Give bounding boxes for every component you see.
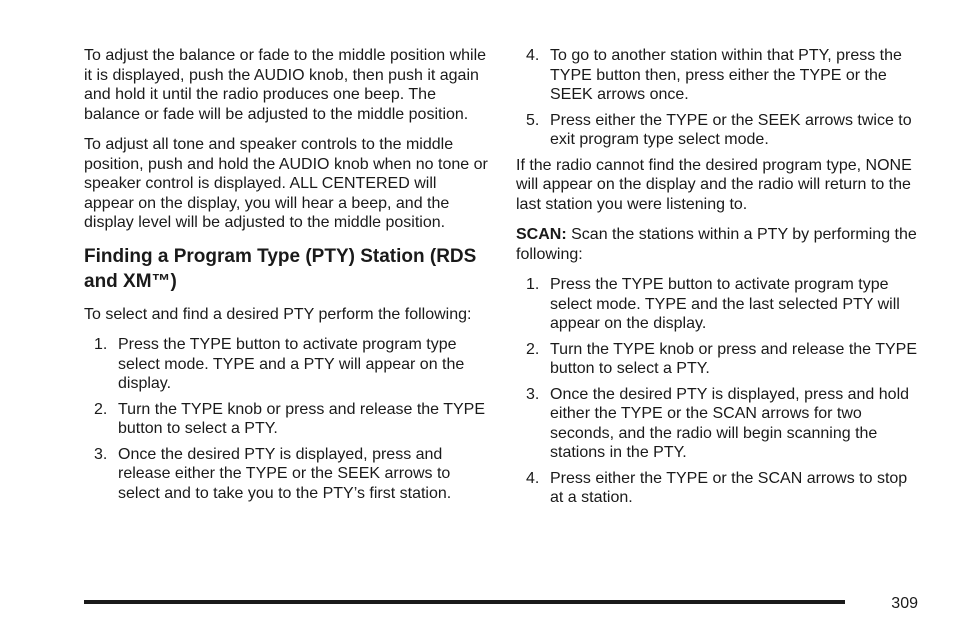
list-item (516, 469, 920, 508)
step-text: To go to another station within that PTY, press the TYPE button then, press either the TYPE or the SEEK arrows once. (550, 47, 902, 103)
footer-rule (84, 600, 845, 604)
list-item (516, 46, 920, 105)
pty-steps-list (84, 335, 488, 503)
pty-steps-continued-list (516, 46, 920, 150)
tone-speaker-paragraph: To adjust all tone and speaker controls to the middle position, push and hold the AUDIO knob when no tone or speaker control is displayed. ALL CENTERED will appear on the display, you will hear a beep, and the display level will be adjusted to the middle position. (84, 136, 488, 231)
list-item (516, 111, 920, 150)
step-text: Once the desired PTY is displayed, press and release either the TYPE or the SEEK arrows to select and to take you to the PTY’s first station. (118, 445, 452, 502)
step-number: 4. (526, 469, 540, 487)
step-text: Press either the TYPE or the SEEK arrows twice to exit program type select mode. (550, 111, 912, 148)
page-number: 309 (891, 595, 918, 612)
right-column (516, 46, 920, 514)
intro-paragraph: To select and find a desired PTY perform the following: (84, 305, 472, 323)
step-number: 2. (94, 400, 108, 418)
scan-paragraph (516, 225, 920, 264)
list-item (84, 400, 488, 439)
step-number: 4. (526, 47, 540, 64)
step-text: Turn the TYPE knob or press and release the TYPE button to select a PTY. (118, 400, 486, 437)
list-item (84, 335, 488, 394)
list-item (84, 445, 488, 504)
scan-label: SCAN: (516, 226, 567, 243)
step-text: Once the desired PTY is displayed, press and hold either the TYPE or the SCAN arrows for two seconds, and the radio will begin scanning the stations in the PTY. (550, 385, 910, 461)
scan-text: Scan the stations within a PTY by performing the following: (516, 226, 917, 263)
step-number: 2. (526, 340, 540, 358)
left-column (84, 46, 488, 509)
step-number: 5. (526, 111, 540, 129)
section-heading: Finding a Program Type (PTY) Station (RDS and XM™) (84, 245, 477, 292)
step-text: Press either the TYPE or the SCAN arrows to stop at a station. (550, 469, 908, 506)
list-item (516, 340, 920, 379)
step-number: 3. (526, 385, 540, 403)
step-text: Press the TYPE button to activate program type select mode. TYPE and a PTY will appear on the display. (118, 336, 465, 392)
step-number: 1. (526, 276, 540, 293)
none-paragraph: If the radio cannot find the desired program type, NONE will appear on the display and the radio will return to the last station you were listening to. (516, 156, 912, 213)
step-text: Press the TYPE button to activate program type select mode. TYPE and the last selected PTY will appear on the display. (550, 276, 900, 332)
balance-fade-paragraph: To adjust the balance or fade to the middle position while it is displayed, push the AUDIO knob, then push it again and hold it until the radio produces one beep. The balance or fade will be adjusted to the middle position. (84, 47, 487, 123)
scan-steps-list (516, 275, 920, 508)
step-number: 3. (94, 445, 108, 463)
step-number: 1. (94, 336, 108, 353)
list-item (516, 275, 920, 334)
list-item (516, 385, 920, 463)
step-text: Turn the TYPE knob or press and release the TYPE button to select a PTY. (550, 340, 918, 377)
